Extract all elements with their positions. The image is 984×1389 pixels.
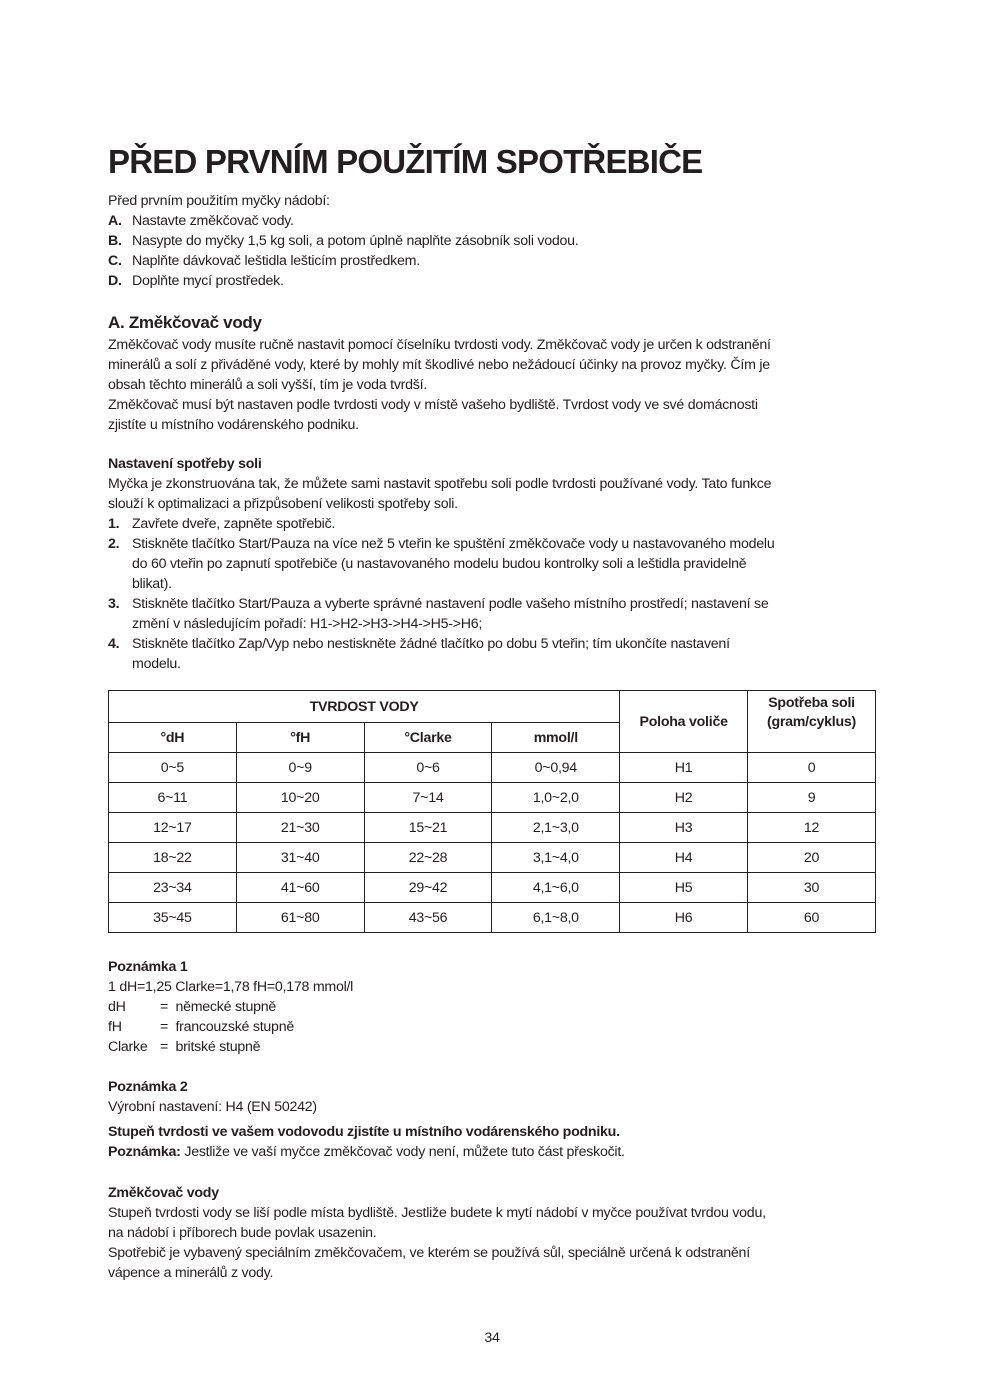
step-text: Stiskněte tlačítko Start/Pauza na více než 5 vteřin ke spuštění změkčovače vody u nastavovaného modelu [132, 536, 775, 552]
paragraph-line: Spotřebič je vybavený speciálním změkčovačem, ve kterém se používá sůl, speciálně určená k odstranění [108, 1245, 750, 1261]
table-cell: 6~11 [109, 783, 237, 813]
table-cell: 43~56 [364, 903, 492, 933]
salt-header [748, 691, 876, 753]
table-cell: 0 [748, 753, 876, 783]
step-marker: 4. [108, 636, 120, 652]
def-desc: britské stupně [175, 1039, 261, 1055]
subheading: Nastavení spotřeby soli [108, 456, 262, 472]
table-row [109, 783, 876, 813]
step-text: změní v následujícím pořadí: H1->H2->H3->H4->H5->H6; [132, 616, 483, 632]
step-text: Stiskněte tlačítko Zap/Vyp nebo nestiskněte žádné tlačítko po dobu 5 vteřin; tím ukončíte nastavení [132, 636, 730, 652]
table-row [109, 813, 876, 843]
page-number: 34 [484, 1330, 500, 1346]
step-text: Nastavte změkčovač vody. [132, 213, 294, 229]
table-row [109, 903, 876, 933]
step-text: do 60 vteřin po zapnutí spotřebiče (u nastavovaného modelu budou kontrolky soli a leštidla pravidelně [132, 556, 747, 572]
step-text: Nasypte do myčky 1,5 kg soli, a potom úplně naplňte zásobník soli vodou. [132, 233, 579, 249]
table-cell: 20 [748, 843, 876, 873]
table-row [109, 753, 876, 783]
table-cell: 29~42 [364, 873, 492, 903]
table-cell: 41~60 [236, 873, 364, 903]
table-cell: 0~6 [364, 753, 492, 783]
table-cell: 10~20 [236, 783, 364, 813]
table-cell: 31~40 [236, 843, 364, 873]
step-text: Stiskněte tlačítko Start/Pauza a vyberte správné nastavení podle vašeho místního prostředí; nastavení se [132, 596, 769, 612]
table-cell: 0~9 [236, 753, 364, 783]
intro [108, 191, 888, 291]
section-water-softener [108, 311, 888, 435]
intro-lead: Před prvním použitím myčky nádobí: [108, 193, 330, 209]
salt-header-line: Spotřeba soli [768, 695, 855, 711]
step-marker: C. [108, 253, 122, 269]
salt-step [108, 514, 888, 534]
def-term: Clarke [108, 1039, 148, 1055]
paragraph-line: Myčka je zkonstruována tak, že můžete sami nastavit spotřebu soli podle tvrdosti používané vody. Tato funkce [108, 476, 772, 492]
section-salt-setting [108, 454, 888, 674]
paragraph-line: Změkčovač vody musíte ručně nastavit pomocí číselníku tvrdosti vody. Změkčovač vody je určen k odstranění [108, 337, 771, 353]
step-marker: A. [108, 213, 122, 229]
step-text: Doplňte mycí prostředek. [132, 273, 284, 289]
remark-text: Jestliže ve vaší myčce změkčovač vody není, můžete tuto část přeskočit. [180, 1144, 625, 1160]
note-formula: 1 dH=1,25 Clarke=1,78 fH=0,178 mmol/l [108, 979, 354, 995]
table-cell: 35~45 [109, 903, 237, 933]
salt-step [108, 634, 888, 654]
intro-step [108, 211, 888, 231]
table-cell: 18~22 [109, 843, 237, 873]
note-heading: Poznámka 2 [108, 1079, 188, 1095]
table-cell: 22~28 [364, 843, 492, 873]
paragraph-line: Stupeň tvrdosti vody se liší podle místa bydliště. Jestliže budete k mytí nádobí v myčce používat tvrdou vodu, [108, 1205, 766, 1221]
table-cell: 1,0~2,0 [492, 783, 620, 813]
paragraph-line: obsah těchto minerálů a soli vyšší, tím je voda tvrdší. [108, 377, 428, 393]
paragraph-line: vápence a minerálů z vody. [108, 1265, 274, 1281]
column-header: °Clarke [364, 723, 492, 753]
table-cell: 7~14 [364, 783, 492, 813]
intro-step [108, 271, 888, 291]
def-eq: = [160, 999, 169, 1015]
table-row [109, 843, 876, 873]
section-softener-info [108, 1183, 888, 1283]
table-cell: H6 [620, 903, 748, 933]
table-cell: 0~5 [109, 753, 237, 783]
table-cell: 6,1~8,0 [492, 903, 620, 933]
intro-step [108, 251, 888, 271]
section-heading: A. Změkčovač vody [108, 313, 262, 332]
table-cell: 12 [748, 813, 876, 843]
table-cell: H4 [620, 843, 748, 873]
table-cell: H1 [620, 753, 748, 783]
step-marker: 1. [108, 516, 120, 532]
step-marker: D. [108, 273, 122, 289]
salt-header-line: (gram/cyklus) [767, 714, 857, 730]
note-1 [108, 957, 888, 1057]
table-cell: 2,1~3,0 [492, 813, 620, 843]
def-term: fH [108, 1019, 122, 1035]
def-eq: = [160, 1019, 169, 1035]
table-cell: 3,1~4,0 [492, 843, 620, 873]
column-header: °fH [236, 723, 364, 753]
page-title: PŘED PRVNÍM POUŽITÍM SPOTŘEBIČE [108, 143, 703, 180]
step-text: Naplňte dávkovač leštidla lešticím prostředkem. [132, 253, 420, 269]
note-bold-line: Stupeň tvrdosti ve vašem vodovodu zjistíte u místního vodárenského podniku. [108, 1124, 620, 1140]
paragraph-line: slouží k optimalizaci a přizpůsobení velikosti spotřeby soli. [108, 496, 458, 512]
note-2 [108, 1077, 888, 1162]
water-hardness-table [108, 690, 876, 933]
table-cell: 61~80 [236, 903, 364, 933]
table-row [109, 873, 876, 903]
note-heading: Poznámka 1 [108, 959, 188, 975]
subheading: Změkčovač vody [108, 1185, 219, 1201]
table-cell: 12~17 [109, 813, 237, 843]
definition [108, 1037, 888, 1057]
step-marker: 2. [108, 536, 120, 552]
paragraph-line: zjistíte u místního vodárenského podniku. [108, 417, 359, 433]
table-cell: H5 [620, 873, 748, 903]
def-desc: francouzské stupně [175, 1019, 294, 1035]
table-cell: H2 [620, 783, 748, 813]
table-cell: 9 [748, 783, 876, 813]
salt-step [108, 534, 888, 554]
table-cell: 60 [748, 903, 876, 933]
paragraph-line: na nádobí i příborech bude povlak usazenin. [108, 1225, 377, 1241]
step-marker: 3. [108, 596, 120, 612]
remark-label: Poznámka: [108, 1144, 181, 1160]
definition [108, 997, 888, 1017]
paragraph-line: Změkčovač musí být nastaven podle tvrdosti vody v místě vašeho bydliště. Tvrdost vody ve své domácnosti [108, 397, 758, 413]
step-text: Zavřete dveře, zapněte spotřebič. [132, 516, 336, 532]
step-text: blikat). [132, 576, 172, 592]
note-text: Výrobní nastavení: H4 (EN 50242) [108, 1099, 317, 1115]
column-header: mmol/l [492, 723, 620, 753]
table-cell: 0~0,94 [492, 753, 620, 783]
table-cell: H3 [620, 813, 748, 843]
table-cell: 15~21 [364, 813, 492, 843]
def-eq: = [160, 1039, 169, 1055]
position-header: Poloha voliče [620, 691, 748, 753]
table-cell: 21~30 [236, 813, 364, 843]
salt-step [108, 594, 888, 614]
intro-step [108, 231, 888, 251]
group-header: TVRDOST VODY [109, 691, 620, 723]
step-text: modelu. [132, 656, 181, 672]
remark [108, 1142, 888, 1162]
table-cell: 30 [748, 873, 876, 903]
step-marker: B. [108, 233, 122, 249]
def-desc: německé stupně [175, 999, 277, 1015]
paragraph-line: minerálů a solí z přiváděné vody, které by mohly mít škodlivé nebo nežádoucí účinky na provoz myčky. Čím je [108, 357, 770, 373]
column-header: °dH [109, 723, 237, 753]
table-cell: 4,1~6,0 [492, 873, 620, 903]
definition [108, 1017, 888, 1037]
table-cell: 23~34 [109, 873, 237, 903]
def-term: dH [108, 999, 126, 1015]
